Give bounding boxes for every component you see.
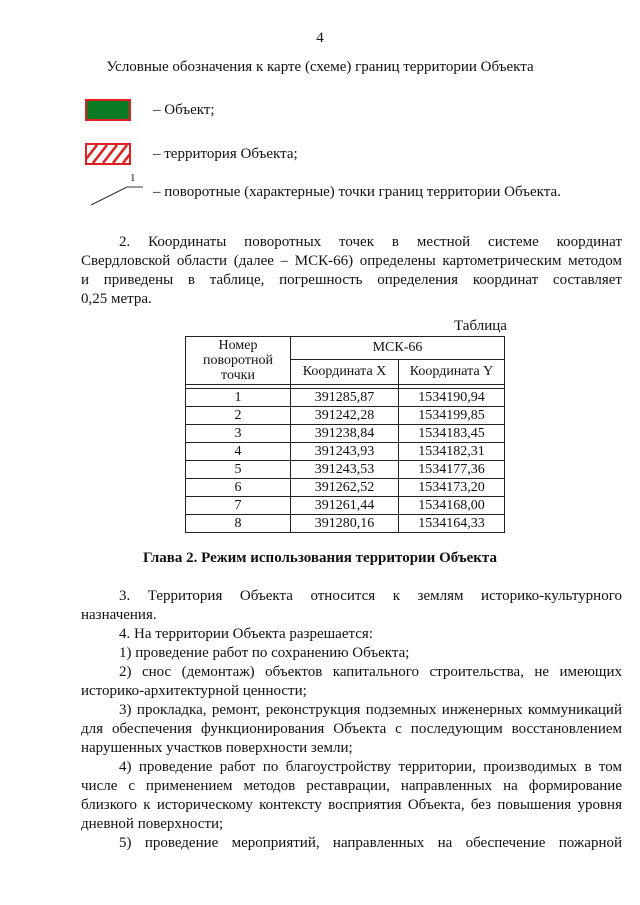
- chapter-line-14: 5) проведение мероприятий, направленных на обеспечение пожарной: [119, 835, 622, 851]
- territory-hatch-icon: [85, 143, 131, 165]
- header-point-number: Номер поворотной точки: [186, 337, 291, 385]
- chapter-title: Глава 2. Режим использования территории Объекта: [143, 550, 497, 566]
- chapter-line-4: 1) проведение работ по сохранению Объекта;: [119, 645, 410, 661]
- chapter-line-3: 4. На территории Объекта разрешается:: [119, 626, 373, 642]
- table-row: [186, 407, 505, 425]
- chapter-line-6: историко-архитектурной ценности;: [81, 683, 307, 699]
- section2-line-2: Свердловской области (далее – МСК-66) определены картометрическим методом: [81, 253, 622, 269]
- legend-label-object: – Объект;: [153, 101, 215, 118]
- legend-label-territory: – территория Объекта;: [153, 145, 298, 162]
- table-row: [186, 515, 505, 533]
- cell-y: 1534164,33: [399, 515, 505, 533]
- coordinates-table: [185, 336, 505, 533]
- section2-line-4: 0,25 метра.: [81, 291, 152, 307]
- cell-y: 1534168,00: [399, 497, 505, 515]
- chapter-line-2: назначения.: [81, 607, 157, 623]
- chapter-line-9: нарушенных участков поверхности земли;: [81, 740, 353, 756]
- cell-y: 1534183,45: [399, 425, 505, 443]
- chapter-line-5: 2) снос (демонтаж) объектов капитального строительства, не имеющих: [119, 664, 622, 680]
- cell-y: 1534173,20: [399, 479, 505, 497]
- cell-point: 6: [186, 479, 291, 497]
- cell-point: 1: [186, 389, 291, 407]
- section2-line-1: 2. Координаты поворотных точек в местной системе координат: [119, 234, 622, 250]
- table-row: [186, 389, 505, 407]
- legend-item-object: [85, 97, 215, 123]
- cell-y: 1534177,36: [399, 461, 505, 479]
- cell-point: 3: [186, 425, 291, 443]
- turning-point-leader-icon: [85, 175, 145, 209]
- legend-title: Условные обозначения к карте (схеме) границ территории Объекта: [106, 59, 534, 75]
- table-row: [186, 461, 505, 479]
- cell-x: 391238,84: [291, 425, 399, 443]
- cell-point: 5: [186, 461, 291, 479]
- legend-item-territory: [85, 141, 298, 167]
- chapter-line-1: 3. Территория Объекта относится к землям историко-культурного: [119, 588, 622, 604]
- cell-point: 2: [186, 407, 291, 425]
- cell-x: 391285,87: [291, 389, 399, 407]
- header-coordinate-system: МСК-66: [291, 337, 505, 360]
- table-caption: Таблица: [454, 318, 507, 334]
- object-swatch-icon: [85, 99, 131, 121]
- legend-item-turning-point: [85, 172, 561, 209]
- cell-point: 8: [186, 515, 291, 533]
- table-row: [186, 497, 505, 515]
- header-coordinate-y: Координата Y: [399, 360, 505, 385]
- chapter-line-10: 4) проведение работ по благоустройству территории, производимых в том: [119, 759, 622, 775]
- cell-x: 391261,44: [291, 497, 399, 515]
- cell-point: 4: [186, 443, 291, 461]
- header-coordinate-x: Координата X: [291, 360, 399, 385]
- cell-point: 7: [186, 497, 291, 515]
- page-number: 4: [316, 30, 324, 46]
- cell-x: 391243,93: [291, 443, 399, 461]
- chapter-line-7: 3) прокладка, ремонт, реконструкция подземных инженерных коммуникаций: [119, 702, 622, 718]
- chapter-line-8: для обеспечения функционирования Объекта с последующим восстановлением: [81, 721, 622, 737]
- table-row: [186, 425, 505, 443]
- cell-y: 1534182,31: [399, 443, 505, 461]
- turning-point-number: 1: [130, 172, 136, 184]
- table-row: [186, 443, 505, 461]
- legend-label-turning-point: – поворотные (характерные) точки границ территории Объекта.: [153, 183, 561, 200]
- cell-x: 391262,52: [291, 479, 399, 497]
- cell-x: 391243,53: [291, 461, 399, 479]
- cell-x: 391242,28: [291, 407, 399, 425]
- cell-y: 1534190,94: [399, 389, 505, 407]
- chapter-line-11: числе с применением методов реставрации, направленных на формирование: [81, 778, 622, 794]
- chapter-line-12: близкого к историческому контексту восприятия Объекта, без повышения уровня: [81, 797, 622, 813]
- cell-y: 1534199,85: [399, 407, 505, 425]
- chapter-line-13: дневной поверхности;: [81, 816, 224, 832]
- section2-line-3: и приведены в таблице, погрешность определения координат составляет: [81, 272, 622, 288]
- cell-x: 391280,16: [291, 515, 399, 533]
- table-row: [186, 479, 505, 497]
